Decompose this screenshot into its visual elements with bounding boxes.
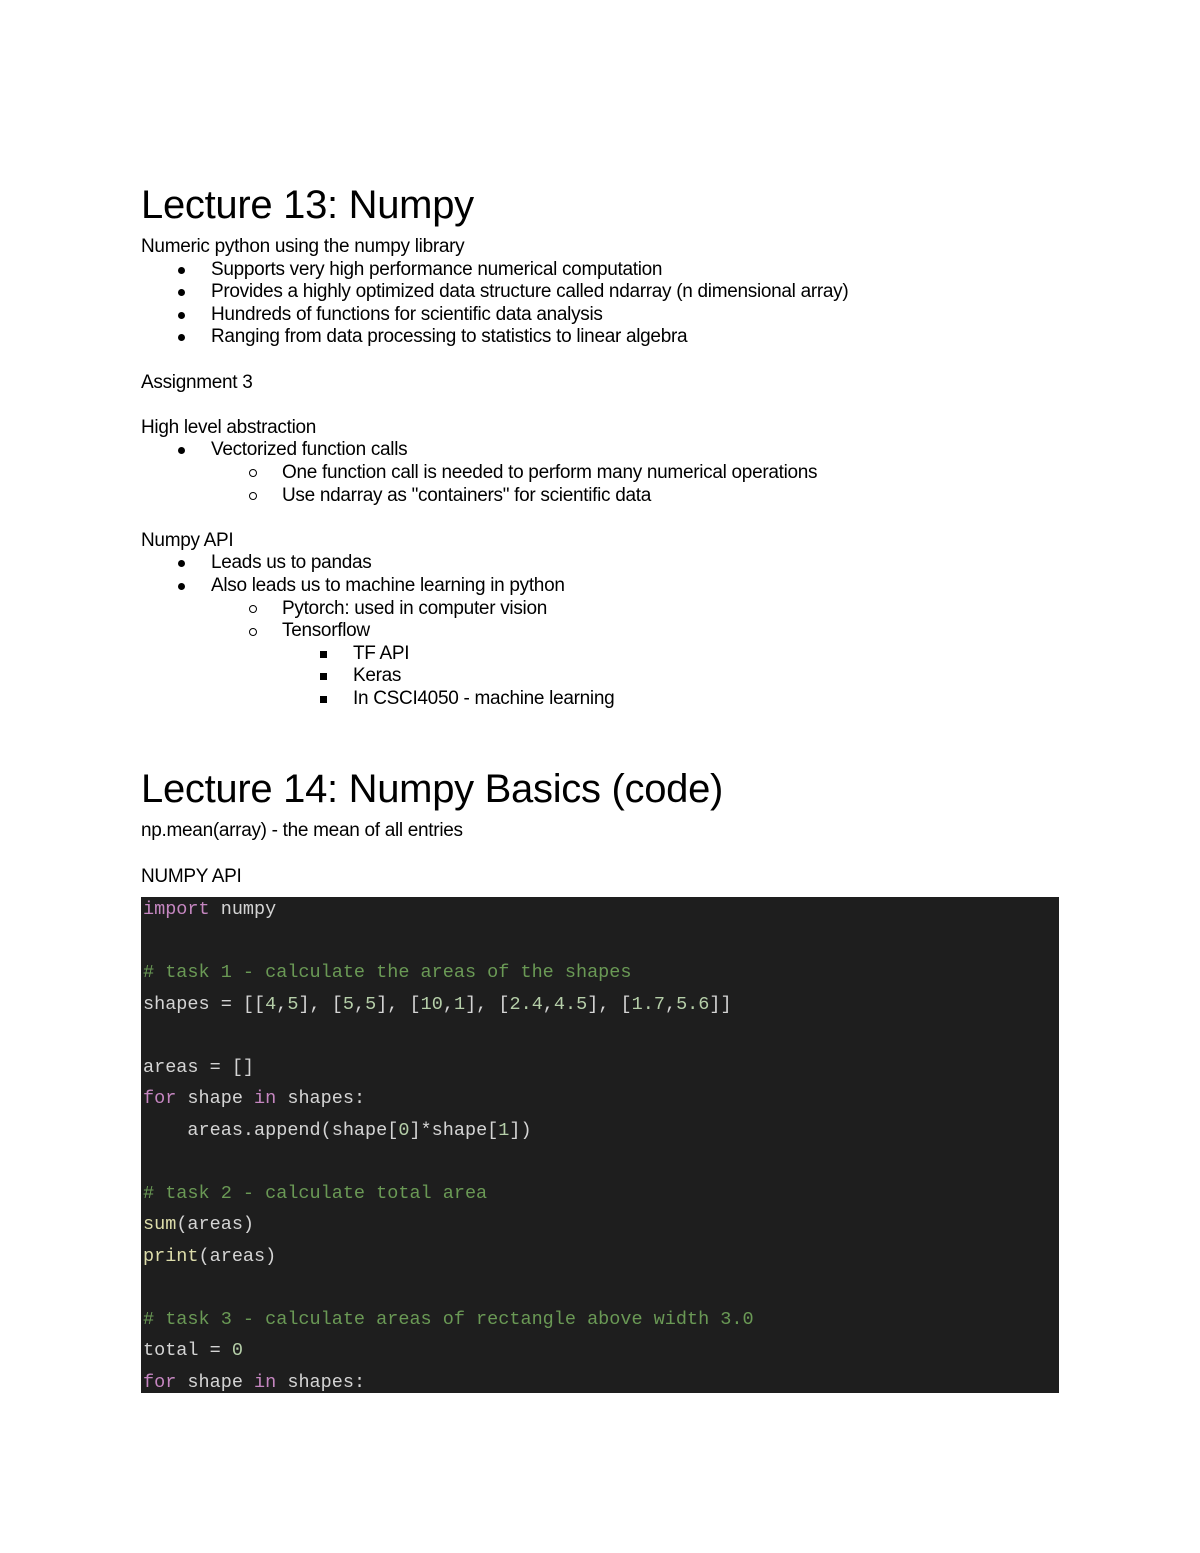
list-item: Provides a highly optimized data structure called ndarray (n dimensional array) bbox=[141, 281, 1059, 304]
code-line: sum(areas) bbox=[143, 1214, 255, 1235]
mean-note: np.mean(array) - the mean of all entries bbox=[141, 820, 463, 842]
code-line: print(areas) bbox=[143, 1245, 277, 1267]
list-item: One function call is needed to perform many numerical operations bbox=[141, 462, 1059, 485]
circle-bullet-icon bbox=[249, 605, 257, 613]
list-item: Keras bbox=[141, 665, 1059, 688]
code-line: areas = [] bbox=[143, 1056, 255, 1078]
document-page bbox=[141, 0, 1059, 888]
lecture-14-title: Lecture 14: Numpy Basics (code) bbox=[141, 767, 724, 812]
code-line: shapes = [[4,5], [5,5], [10,1], [2.4,4.5], [1.7,5.6]] bbox=[143, 993, 732, 1015]
list-item: Vectorized function calls bbox=[141, 439, 1059, 462]
code-line: for shape in shapes: bbox=[143, 1371, 366, 1393]
lecture-13-title: Lecture 13: Numpy bbox=[141, 183, 474, 227]
assignment-text: Assignment 3 bbox=[141, 371, 253, 393]
code-line bbox=[141, 1023, 1059, 1055]
list-item: In CSCI4050 - machine learning bbox=[141, 688, 1059, 711]
circle-bullet-icon bbox=[249, 628, 257, 636]
square-bullet-icon bbox=[320, 673, 327, 680]
bullet-icon bbox=[178, 447, 185, 454]
square-bullet-icon bbox=[320, 696, 327, 703]
api-heading: Numpy API bbox=[141, 529, 234, 551]
list-item: Use ndarray as "containers" for scientific data bbox=[141, 485, 1059, 508]
code-line: areas.append(shape[0]*shape[1]) bbox=[143, 1119, 532, 1141]
list-item: Hundreds of functions for scientific data analysis bbox=[141, 304, 1059, 327]
list-item: Supports very high performance numerical computation bbox=[141, 259, 1059, 282]
code-line: total = 0 bbox=[143, 1340, 243, 1361]
bullet-icon bbox=[178, 560, 185, 567]
list-item: Pytorch: used in computer vision bbox=[141, 598, 1059, 621]
bullet-icon bbox=[178, 312, 185, 319]
code-line: # task 3 - calculate areas of rectangle above width 3.0 bbox=[143, 1308, 754, 1330]
numpy-api-label: NUMPY API bbox=[141, 865, 242, 887]
intro-text: Numeric python using the numpy library bbox=[141, 236, 465, 257]
abstraction-list bbox=[141, 439, 1059, 507]
circle-bullet-icon bbox=[249, 492, 257, 500]
code-line: import numpy bbox=[143, 899, 277, 920]
list-item: Tensorflow bbox=[141, 620, 1059, 643]
list-item: Also leads us to machine learning in python bbox=[141, 575, 1059, 598]
bullet-icon bbox=[178, 267, 185, 274]
list-item: Ranging from data processing to statistics to linear algebra bbox=[141, 326, 1059, 349]
code-line bbox=[141, 929, 1059, 961]
api-list bbox=[141, 552, 1059, 710]
intro-list bbox=[141, 259, 1059, 349]
bullet-icon bbox=[178, 289, 185, 296]
abstraction-heading: High level abstraction bbox=[141, 416, 317, 438]
code-line bbox=[141, 1275, 1059, 1307]
code-line: # task 2 - calculate total area bbox=[143, 1182, 488, 1204]
code-block bbox=[141, 897, 1059, 1393]
list-item: TF API bbox=[141, 643, 1059, 666]
list-item: Leads us to pandas bbox=[141, 552, 1059, 575]
code-line: for shape in shapes: bbox=[143, 1088, 366, 1109]
circle-bullet-icon bbox=[249, 469, 257, 477]
bullet-icon bbox=[178, 334, 185, 341]
bullet-icon bbox=[178, 583, 185, 590]
square-bullet-icon bbox=[320, 651, 327, 658]
code-line bbox=[141, 1149, 1059, 1181]
code-line: # task 1 - calculate the areas of the shapes bbox=[143, 962, 632, 983]
